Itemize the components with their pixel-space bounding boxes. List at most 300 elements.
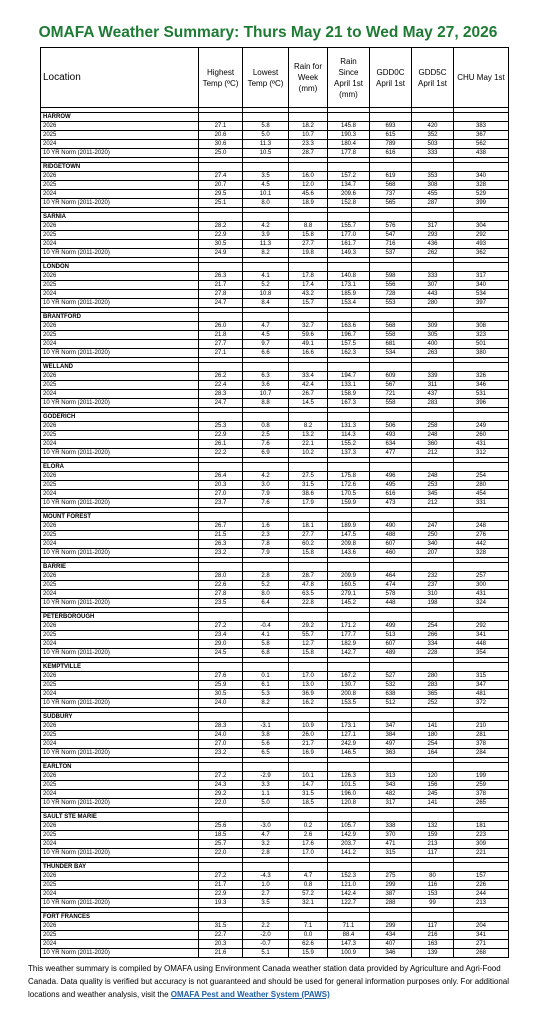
station-header-row — [41, 613, 509, 622]
row-label: 10 YR Norm (2011-2020) — [41, 799, 199, 808]
data-cell: 7.1 — [289, 922, 328, 931]
data-cell: 22.8 — [289, 599, 328, 608]
data-cell: 49.1 — [289, 340, 328, 349]
data-cell: 30.5 — [199, 240, 243, 249]
row-label: 2026 — [41, 122, 199, 131]
table-row — [41, 749, 509, 758]
data-cell: 194.7 — [328, 372, 370, 381]
row-label: 2024 — [41, 290, 199, 299]
station-header-cell — [243, 513, 289, 522]
data-cell: 160.5 — [328, 581, 370, 590]
data-cell: 527 — [370, 672, 412, 681]
station-name: THUNDER BAY — [41, 863, 199, 872]
data-cell: 300 — [454, 581, 509, 590]
row-label: 2024 — [41, 390, 199, 399]
data-cell: 8.0 — [243, 590, 289, 599]
station-header-cell — [412, 363, 454, 372]
data-cell: 721 — [370, 390, 412, 399]
data-cell: 190.3 — [328, 131, 370, 140]
data-cell: 367 — [454, 131, 509, 140]
data-cell: 338 — [370, 822, 412, 831]
data-cell: 304 — [454, 222, 509, 231]
data-cell: 363 — [370, 749, 412, 758]
data-cell: 204 — [454, 922, 509, 931]
data-cell: 242.9 — [328, 740, 370, 749]
data-cell: 506 — [370, 422, 412, 431]
data-cell: 36.9 — [289, 690, 328, 699]
station-header-cell — [243, 363, 289, 372]
station-header-cell — [289, 163, 328, 172]
station-header-cell — [328, 513, 370, 522]
station-header-cell — [243, 913, 289, 922]
data-cell: 5.2 — [243, 281, 289, 290]
data-cell: 789 — [370, 140, 412, 149]
data-cell: 101.5 — [328, 781, 370, 790]
table-row — [41, 772, 509, 781]
station-header-cell — [454, 463, 509, 472]
station-header-cell — [199, 213, 243, 222]
row-label: 2024 — [41, 140, 199, 149]
column-header: Highest Temp (ºC) — [199, 48, 243, 108]
station-header-cell — [243, 563, 289, 572]
row-label: 10 YR Norm (2011-2020) — [41, 849, 199, 858]
data-cell: 213 — [454, 899, 509, 908]
data-cell: 25.9 — [199, 681, 243, 690]
station-header-row — [41, 713, 509, 722]
data-cell: 310 — [412, 590, 454, 599]
data-cell: 15.8 — [289, 649, 328, 658]
data-cell: 471 — [370, 840, 412, 849]
data-cell: 3.5 — [243, 899, 289, 908]
table-row — [41, 349, 509, 358]
row-label: 2025 — [41, 731, 199, 740]
data-cell: 568 — [370, 181, 412, 190]
station-header-cell — [289, 863, 328, 872]
data-cell: 27.5 — [289, 472, 328, 481]
data-cell: 503 — [412, 140, 454, 149]
data-cell: 153 — [412, 890, 454, 899]
table-row — [41, 299, 509, 308]
data-cell: 6.8 — [243, 649, 289, 658]
data-cell: 315 — [454, 672, 509, 681]
data-cell: 22.0 — [199, 849, 243, 858]
station-header-row — [41, 463, 509, 472]
data-cell: 152.8 — [328, 199, 370, 208]
data-cell: 288 — [370, 899, 412, 908]
data-cell: 6.5 — [243, 749, 289, 758]
data-cell: 153.4 — [328, 299, 370, 308]
data-cell: 407 — [370, 940, 412, 949]
data-cell: 120 — [412, 772, 454, 781]
data-cell: 17.0 — [289, 849, 328, 858]
station-name: SAULT STE MARIE — [41, 813, 199, 822]
paws-link[interactable]: OMAFA Pest and Weather System (PAWS) — [170, 990, 330, 999]
table-row — [41, 190, 509, 199]
data-cell: 8.4 — [243, 299, 289, 308]
data-cell: 352 — [412, 131, 454, 140]
station-header-cell — [412, 113, 454, 122]
data-cell: 245 — [412, 790, 454, 799]
table-row — [41, 681, 509, 690]
data-cell: 308 — [454, 322, 509, 331]
data-cell: 448 — [454, 640, 509, 649]
station-header-cell — [243, 813, 289, 822]
data-cell: 209.9 — [328, 572, 370, 581]
data-cell: 249 — [454, 422, 509, 431]
data-cell: 284 — [454, 749, 509, 758]
data-cell: 3.8 — [243, 731, 289, 740]
data-cell: 26.0 — [289, 731, 328, 740]
data-cell: 317 — [454, 272, 509, 281]
data-cell: 1.0 — [243, 881, 289, 890]
data-cell: 317 — [370, 799, 412, 808]
data-cell: 553 — [370, 299, 412, 308]
data-cell: 347 — [370, 722, 412, 731]
data-cell: 173.1 — [328, 722, 370, 731]
data-cell: 4.2 — [243, 222, 289, 231]
data-cell: 62.6 — [289, 940, 328, 949]
data-cell: 126.3 — [328, 772, 370, 781]
station-header-cell — [328, 263, 370, 272]
data-cell: 2.5 — [243, 431, 289, 440]
row-label: 2024 — [41, 840, 199, 849]
data-cell: 177.8 — [328, 149, 370, 158]
data-cell: 473 — [370, 499, 412, 508]
data-cell: 8.8 — [243, 399, 289, 408]
station-header-cell — [370, 263, 412, 272]
data-cell: 378 — [454, 790, 509, 799]
data-cell: 455 — [412, 190, 454, 199]
data-cell: 380 — [454, 349, 509, 358]
data-cell: 737 — [370, 190, 412, 199]
data-cell: 326 — [454, 372, 509, 381]
data-cell: 120.8 — [328, 799, 370, 808]
row-label: 2025 — [41, 681, 199, 690]
data-cell: 454 — [454, 490, 509, 499]
data-cell: -3.0 — [243, 822, 289, 831]
data-cell: 26.3 — [199, 540, 243, 549]
data-cell: 21.7 — [199, 881, 243, 890]
data-cell: 15.8 — [289, 549, 328, 558]
data-cell: 27.0 — [199, 490, 243, 499]
data-cell: 141 — [412, 722, 454, 731]
station-header-cell — [289, 613, 328, 622]
row-label: 10 YR Norm (2011-2020) — [41, 249, 199, 258]
data-cell: 10.7 — [243, 390, 289, 399]
data-cell: 438 — [454, 149, 509, 158]
data-cell: 7.9 — [243, 549, 289, 558]
table-row — [41, 899, 509, 908]
table-row — [41, 290, 509, 299]
data-cell: 378 — [454, 740, 509, 749]
table-row — [41, 540, 509, 549]
data-cell: 149.3 — [328, 249, 370, 258]
station-header-cell — [199, 713, 243, 722]
data-cell: 164 — [412, 749, 454, 758]
row-label: 10 YR Norm (2011-2020) — [41, 599, 199, 608]
station-header-cell — [454, 663, 509, 672]
table-row — [41, 431, 509, 440]
data-cell: -0.4 — [243, 622, 289, 631]
data-cell: 558 — [370, 399, 412, 408]
data-cell: 180 — [412, 731, 454, 740]
data-cell: 199 — [454, 772, 509, 781]
data-cell: 122.7 — [328, 899, 370, 908]
data-cell: 0.2 — [289, 822, 328, 831]
data-cell: 281 — [454, 731, 509, 740]
data-cell: 616 — [370, 490, 412, 499]
data-cell: 25.1 — [199, 199, 243, 208]
data-cell: 607 — [370, 540, 412, 549]
data-cell: 198 — [412, 599, 454, 608]
station-header-cell — [243, 113, 289, 122]
row-label: 10 YR Norm (2011-2020) — [41, 549, 199, 558]
row-label: 2025 — [41, 331, 199, 340]
station-header-cell — [412, 513, 454, 522]
data-cell: 216 — [412, 931, 454, 940]
data-cell: 26.7 — [289, 390, 328, 399]
data-cell: 21.7 — [199, 281, 243, 290]
data-cell: 501 — [454, 340, 509, 349]
station-header-cell — [328, 463, 370, 472]
row-label: 2026 — [41, 222, 199, 231]
data-cell: 340 — [454, 172, 509, 181]
station-header-row — [41, 163, 509, 172]
station-header-cell — [412, 763, 454, 772]
data-cell: 22.2 — [199, 449, 243, 458]
station-header-cell — [454, 763, 509, 772]
data-cell: 8.8 — [289, 222, 328, 231]
station-header-cell — [412, 613, 454, 622]
data-cell: 547 — [370, 231, 412, 240]
data-cell: 482 — [370, 790, 412, 799]
row-label: 2025 — [41, 931, 199, 940]
data-cell: 26.7 — [199, 522, 243, 531]
data-cell: 638 — [370, 690, 412, 699]
data-cell: 22.0 — [199, 799, 243, 808]
station-header-cell — [328, 713, 370, 722]
station-header-row — [41, 313, 509, 322]
data-cell: 308 — [412, 181, 454, 190]
row-label: 2024 — [41, 790, 199, 799]
data-cell: 6.3 — [243, 372, 289, 381]
data-cell: 495 — [370, 481, 412, 490]
table-row — [41, 331, 509, 340]
data-cell: 134.7 — [328, 181, 370, 190]
row-label: 10 YR Norm (2011-2020) — [41, 649, 199, 658]
data-cell: 317 — [412, 222, 454, 231]
data-cell: 258 — [412, 422, 454, 431]
station-header-cell — [370, 863, 412, 872]
data-cell: 30.6 — [199, 140, 243, 149]
station-header-cell — [454, 913, 509, 922]
data-cell: 99 — [412, 899, 454, 908]
data-cell: 18.9 — [289, 199, 328, 208]
row-label: 2025 — [41, 831, 199, 840]
station-header-cell — [289, 463, 328, 472]
data-cell: 22.9 — [199, 431, 243, 440]
data-cell: 252 — [412, 699, 454, 708]
data-cell: 21.8 — [199, 331, 243, 340]
data-cell: 3.9 — [243, 231, 289, 240]
data-cell: 280 — [454, 481, 509, 490]
station-header-cell — [199, 163, 243, 172]
data-cell: 105.7 — [328, 822, 370, 831]
row-label: 2024 — [41, 890, 199, 899]
row-label: 10 YR Norm (2011-2020) — [41, 699, 199, 708]
data-cell: 609 — [370, 372, 412, 381]
data-cell: 578 — [370, 590, 412, 599]
data-cell: 420 — [412, 122, 454, 131]
data-cell: 27.6 — [199, 672, 243, 681]
station-name: SARNIA — [41, 213, 199, 222]
station-header-cell — [454, 363, 509, 372]
data-cell: 4.5 — [243, 331, 289, 340]
table-row — [41, 931, 509, 940]
data-cell: -4.3 — [243, 872, 289, 881]
station-header-cell — [412, 813, 454, 822]
data-cell: 20.7 — [199, 181, 243, 190]
data-cell: 615 — [370, 131, 412, 140]
row-label: 2026 — [41, 922, 199, 931]
table-row — [41, 590, 509, 599]
data-cell: 21.7 — [289, 740, 328, 749]
station-name: RIDGETOWN — [41, 163, 199, 172]
station-header-cell — [412, 713, 454, 722]
data-cell: 248 — [454, 522, 509, 531]
station-header-cell — [199, 663, 243, 672]
data-cell: 24.9 — [199, 249, 243, 258]
data-cell: 12.7 — [289, 640, 328, 649]
data-cell: 21.5 — [199, 531, 243, 540]
data-cell: 334 — [412, 640, 454, 649]
table-row — [41, 531, 509, 540]
data-cell: 171.2 — [328, 622, 370, 631]
data-cell: 23.5 — [199, 599, 243, 608]
data-cell: 311 — [412, 381, 454, 390]
row-label: 10 YR Norm (2011-2020) — [41, 349, 199, 358]
table-row — [41, 890, 509, 899]
data-cell: 400 — [412, 340, 454, 349]
station-header-cell — [199, 613, 243, 622]
data-cell: 365 — [412, 690, 454, 699]
data-cell: 152.3 — [328, 872, 370, 881]
station-header-cell — [289, 513, 328, 522]
row-label: 2026 — [41, 872, 199, 881]
data-cell: 10.8 — [243, 290, 289, 299]
data-cell: 531 — [454, 390, 509, 399]
data-cell: 17.4 — [289, 281, 328, 290]
station-header-cell — [370, 513, 412, 522]
table-body — [41, 108, 509, 958]
data-cell: 140.8 — [328, 272, 370, 281]
station-header-cell — [328, 913, 370, 922]
row-label: 2025 — [41, 481, 199, 490]
data-cell: 21.6 — [199, 949, 243, 958]
table-row — [41, 799, 509, 808]
data-cell: 576 — [370, 222, 412, 231]
data-cell: 292 — [454, 231, 509, 240]
data-cell: 497 — [370, 740, 412, 749]
table-row — [41, 372, 509, 381]
data-cell: 142.4 — [328, 890, 370, 899]
data-cell: 29.2 — [199, 790, 243, 799]
data-cell: 23.3 — [289, 140, 328, 149]
station-header-cell — [454, 563, 509, 572]
table-row — [41, 381, 509, 390]
station-name: BRANTFORD — [41, 313, 199, 322]
data-cell: 213 — [412, 840, 454, 849]
data-cell: 309 — [412, 322, 454, 331]
station-name: PETERBOROUGH — [41, 613, 199, 622]
data-cell: 22.9 — [199, 890, 243, 899]
data-cell: 180.4 — [328, 140, 370, 149]
data-cell: 360 — [412, 440, 454, 449]
data-cell: 328 — [454, 181, 509, 190]
station-header-cell — [328, 163, 370, 172]
data-cell: 0.8 — [289, 881, 328, 890]
data-cell: 209.8 — [328, 540, 370, 549]
station-name: GODERICH — [41, 413, 199, 422]
data-cell: 333 — [412, 272, 454, 281]
data-cell: 127.1 — [328, 731, 370, 740]
station-name: MOUNT FOREST — [41, 513, 199, 522]
data-cell: 607 — [370, 640, 412, 649]
data-cell: 177.7 — [328, 631, 370, 640]
station-header-cell — [454, 813, 509, 822]
data-cell: 307 — [412, 281, 454, 290]
station-header-cell — [289, 763, 328, 772]
station-header-row — [41, 263, 509, 272]
row-label: 10 YR Norm (2011-2020) — [41, 449, 199, 458]
data-cell: 260 — [454, 431, 509, 440]
data-cell: 27.8 — [199, 290, 243, 299]
data-cell: 25.6 — [199, 822, 243, 831]
data-cell: 141.2 — [328, 849, 370, 858]
data-cell: 13.0 — [289, 681, 328, 690]
data-cell: 399 — [454, 199, 509, 208]
station-header-cell — [412, 913, 454, 922]
data-cell: 17.6 — [289, 840, 328, 849]
data-cell: 442 — [454, 540, 509, 549]
data-cell: 10.5 — [243, 149, 289, 158]
station-header-cell — [370, 113, 412, 122]
data-cell: -2.9 — [243, 772, 289, 781]
data-cell: 16.6 — [289, 349, 328, 358]
data-cell: 172.6 — [328, 481, 370, 490]
station-header-cell — [328, 863, 370, 872]
data-cell: 254 — [412, 740, 454, 749]
data-cell: 2.8 — [243, 572, 289, 581]
data-cell: 305 — [412, 331, 454, 340]
row-label: 10 YR Norm (2011-2020) — [41, 299, 199, 308]
station-header-cell — [243, 263, 289, 272]
data-cell: 8.0 — [243, 199, 289, 208]
data-cell: 212 — [412, 449, 454, 458]
table-row — [41, 922, 509, 931]
data-cell: 10.1 — [243, 190, 289, 199]
data-cell: 681 — [370, 340, 412, 349]
station-header-cell — [199, 363, 243, 372]
row-label: 2024 — [41, 740, 199, 749]
data-cell: 25.3 — [199, 422, 243, 431]
row-label: 2026 — [41, 522, 199, 531]
data-cell: 18.5 — [289, 799, 328, 808]
table-row — [41, 172, 509, 181]
row-label: 2026 — [41, 322, 199, 331]
column-header: Rain Since April 1st (mm) — [328, 48, 370, 108]
data-cell: 114.3 — [328, 431, 370, 440]
